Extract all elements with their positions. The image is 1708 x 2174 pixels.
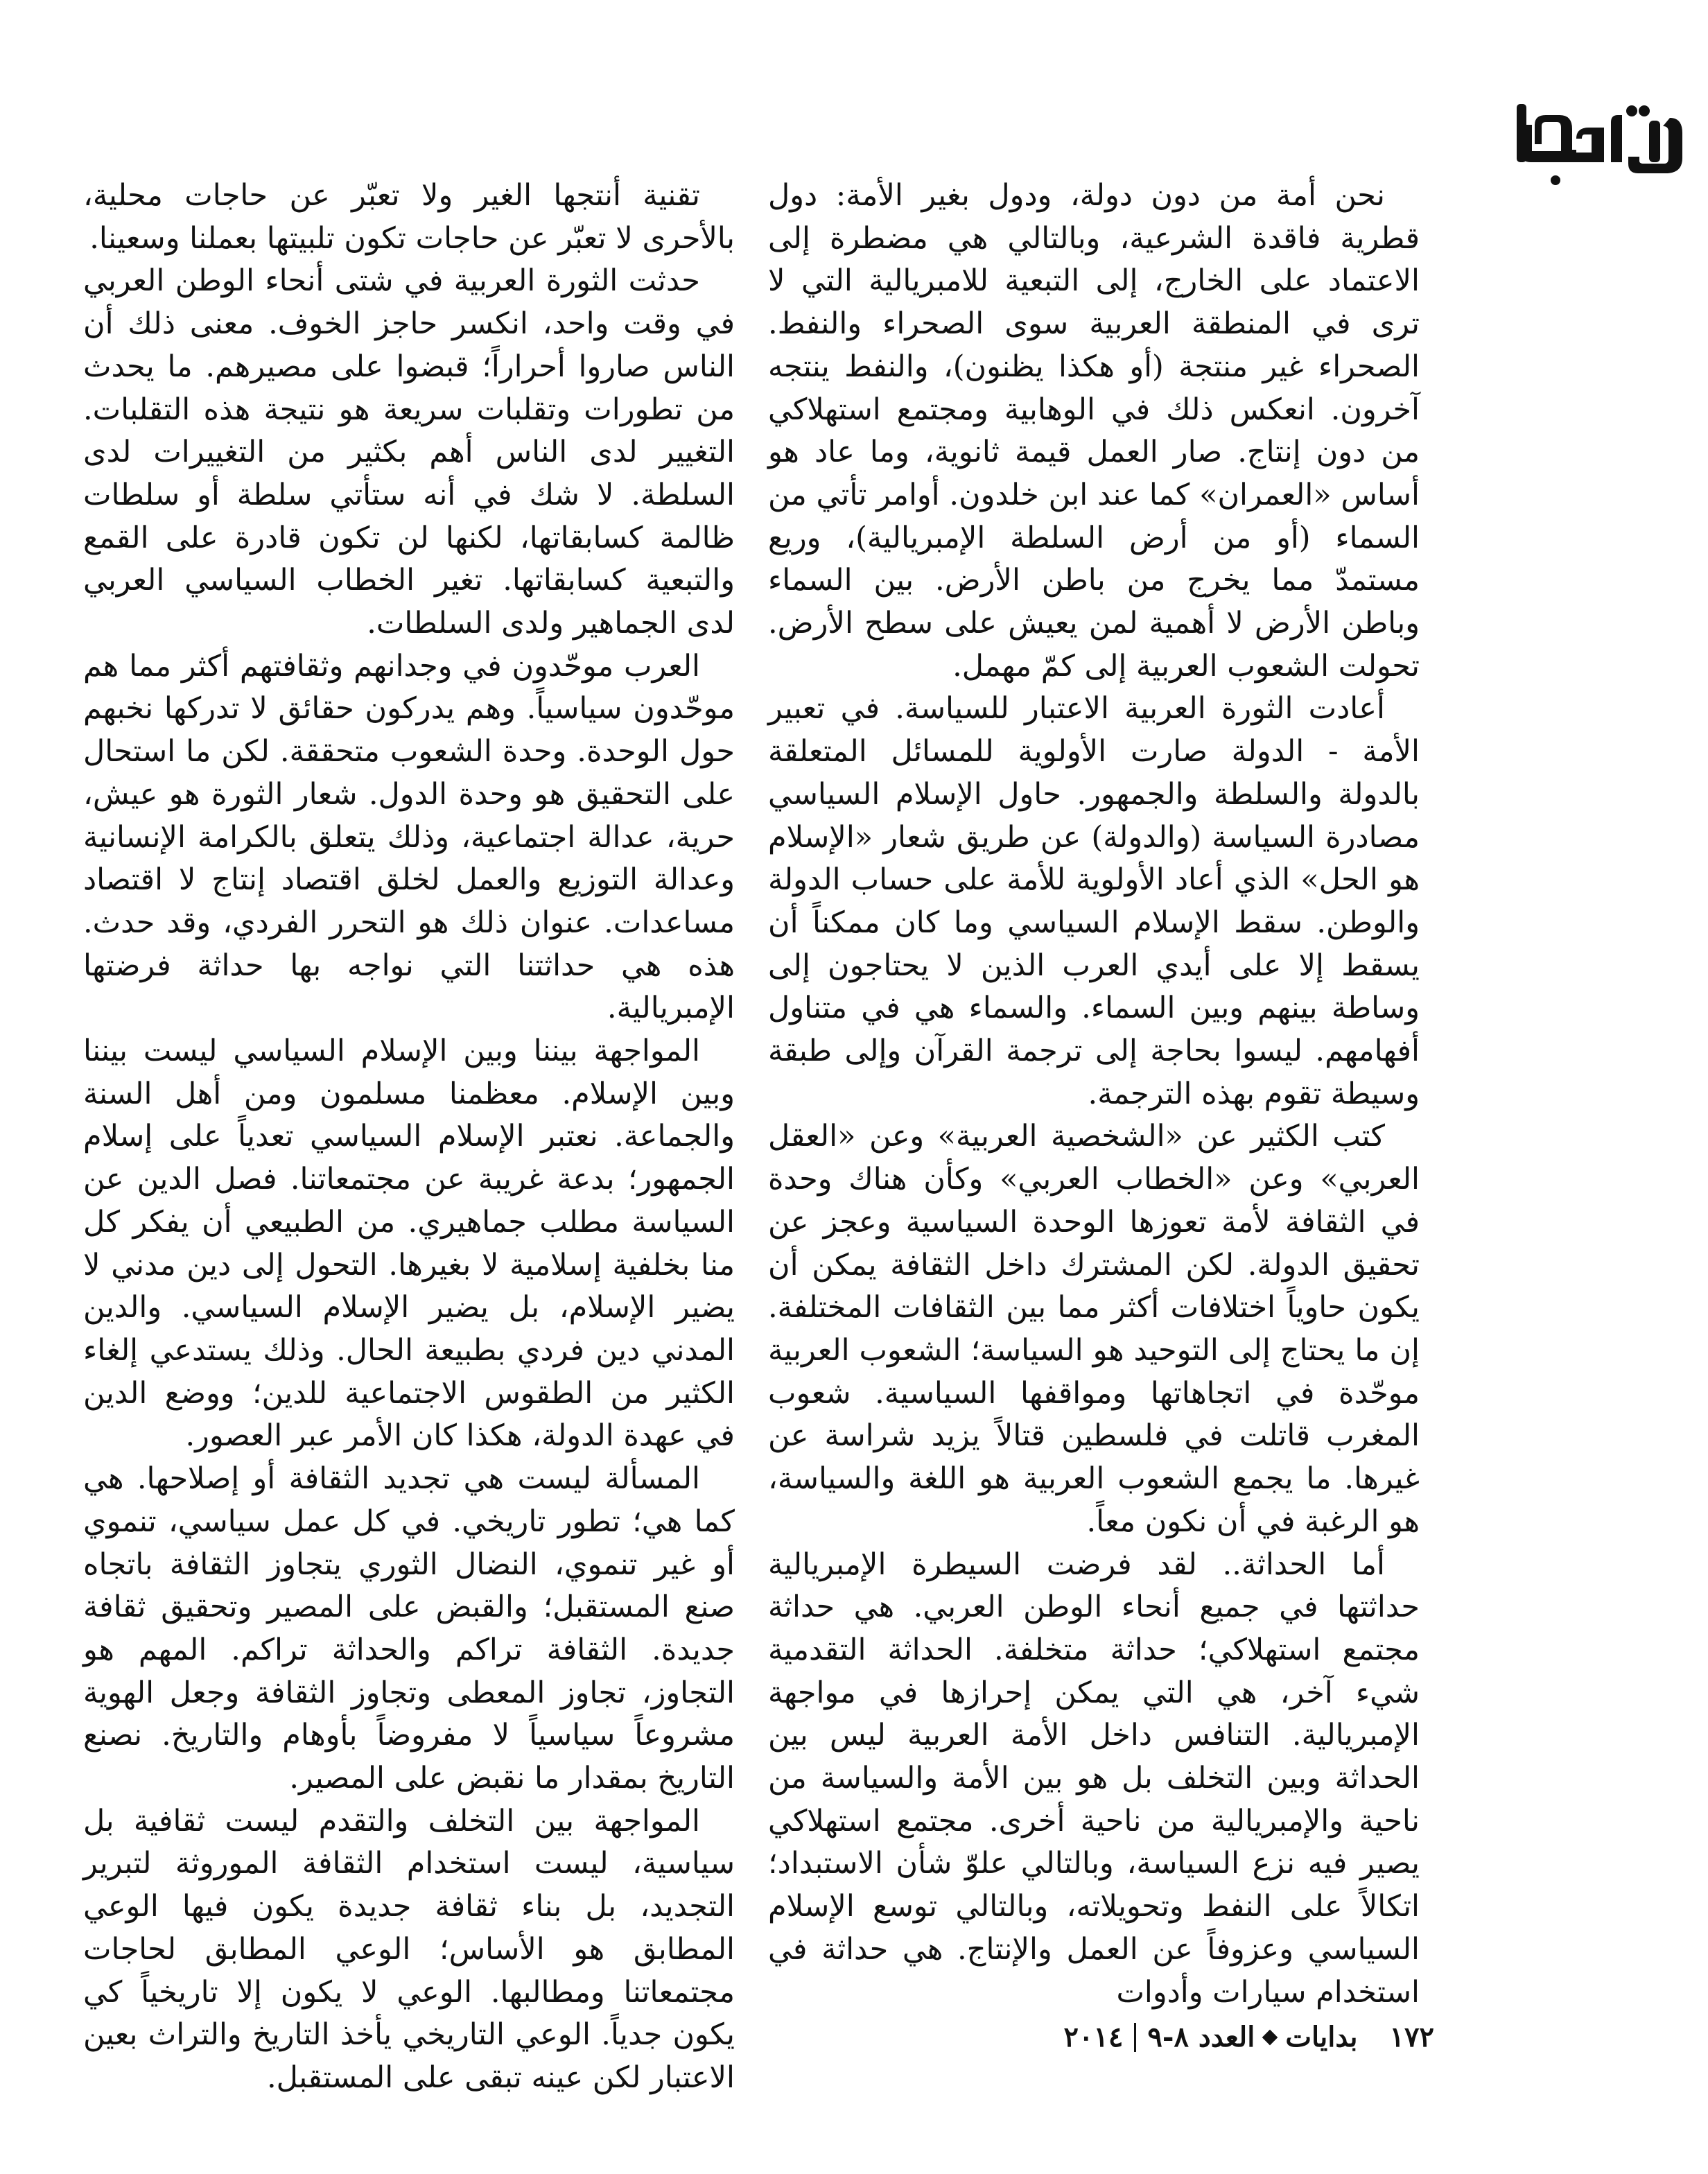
issue-number: العدد ٨-٩: [1147, 2021, 1255, 2053]
paragraph: نحن أمة من دون دولة، ودول بغير الأمة: دول قطرية فاقدة الشرعية، وبالتالي هي مضطرة إلى الاعتماد على الخارج، إلى التبعية للامبريالية التي لا ترى في المنطقة العربية سوى الصحراء والنفط. الصحراء غير منتجة (أو هكذا يظنون)، والنفط ينتجه آخرون. انعكس ذلك في الوهابية ومجتمع استهلاكي من دون إنتاج. صار العمل قيمة ثانوية، وما عاد هو أساس «العمران» كما عند ابن خلدون. أوامر تأتي من السماء (أو من أرض السلطة الإمبريالية)، وريع مستمدّ مما يخرج من باطن الأرض. بين السماء وباطن الأرض لا أهمية لمن يعيش على سطح الأرض. تحولت الشعوب العربية إلى كمّ مهمل.: [768, 178, 1420, 684]
paragraph: أما الحداثة.. لقد فرضت السيطرة الإمبريالية حداثتها في جميع أنحاء الوطن العربي. هي حداثة مجتمع استهلاكي؛ حداثة متخلفة. الحداثة التقدمية شيء آخر، هي التي يمكن إحرازها في مواجهة الإمبريالية. التنافس داخل الأمة العربية ليس بين الحداثة وبين التخلف بل هو بين الأمة والسياسة من ناحية والإمبريالية من ناحية أخرى. مجتمع استهلاكي يصير فيه نزع السياسة، وبالتالي علوّ شأن الاستبداد؛ اتكالاً على النفط وتحويلاته، وبالتالي توسع الإسلام السياسي وعزوفاً عن العمل والإنتاج. هي حداثة في استخدام سيارات وأدوات: [768, 1547, 1420, 2010]
article-column-left: [83, 175, 735, 2100]
diamond-icon: [1262, 2029, 1278, 2045]
paragraph: العرب موحّدون في وجدانهم وثقافتهم أكثر مما هم موحّدون سياسياً. وهم يدركون حقائق لا تدركها نخبهم حول الوحدة. وحدة الشعوب متحققة. لكن ما استحال على التحقيق هو وحدة الدول. شعار الثورة هو عيش، حرية، عدالة اجتماعية، وذلك يتعلق بالكرامة الإنسانية وعدالة التوزيع والعمل لخلق اقتصاد إنتاج لا اقتصاد مساعدات. عنوان ذلك هو التحرر الفردي، وقد حدث. هذه هي حداثتنا التي نواجه بها حداثة فرضتها الإمبريالية.: [83, 648, 735, 1026]
issue-year: ٢٠١٤: [1063, 2021, 1124, 2053]
section-logo: [1507, 90, 1687, 208]
paragraph: أعادت الثورة العربية الاعتبار للسياسة. في تعبير الأمة - الدولة صارت الأولوية للمسائل المتعلقة بالدولة والسلطة والجمهور. حاول الإسلام السياسي مصادرة السياسة (والدولة) عن طريق شعار «الإسلام هو الحل» الذي أعاد الأولوية للأمة على حساب الدولة والوطن. سقط الإسلام السياسي وما كان ممكناً أن يسقط إلا على أيدي العرب الذين لا يحتاجون إلى وساطة بينهم وبين السماء. والسماء هي في متناول أفهامهم. ليسوا بحاجة إلى ترجمة القرآن وإلى طبقة وسيطة تقوم بهذه الترجمة.: [768, 691, 1420, 1111]
divider: [1134, 2023, 1136, 2052]
paragraph: حدثت الثورة العربية في شتى أنحاء الوطن العربي في وقت واحد، انكسر حاجز الخوف. معنى ذلك أن الناس صاروا أحراراً؛ قبضوا على مصيرهم. ما يحدث من تطورات وتقلبات سريعة هو نتيجة هذه التقلبات. التغيير لدى الناس أهم بكثير من التغييرات لدى السلطة. لا شك في أنه ستأتي سلطة أو سلطات ظالمة كسابقاتها، لكنها لن تكون قادرة على القمع والتبعية كسابقاتها. تغير الخطاب السياسي العربي لدى الجماهير ولدى السلطات.: [83, 263, 735, 641]
paragraph: المسألة ليست هي تجديد الثقافة أو إصلاحها. هي كما هي؛ تطور تاريخي. في كل عمل سياسي، تنموي أو غير تنموي، النضال الثوري يتجاوز الثقافة باتجاه صنع المستقبل؛ والقبض على المصير وتحقيق ثقافة جديدة. الثقافة تراكم والحداثة تراكم. المهم هو التجاوز، تجاوز المعطى وتجاوز الثقافة وجعل الهوية مشروعاً سياسياً لا مفروضاً بأوهام والتاريخ. نصنع التاريخ بمقدار ما نقبض على المصير.: [83, 1461, 735, 1796]
paragraph: كتب الكثير عن «الشخصية العربية» وعن «العقل العربي» وعن «الخطاب العربي» وكأن هناك وحدة في الثقافة لأمة تعوزها الوحدة السياسية وعجز عن تحقيق الدولة. لكن المشترك داخل الثقافة يمكن أن يكون حاوياً اختلافات أكثر مما بين الثقافات المختلفة. إن ما يحتاج إلى التوحيد هو السياسة؛ الشعوب العربية موحّدة في اتجاهاتها ومواقفها السياسية. شعوب المغرب قاتلت في فلسطين قتالاً يزيد شراسة عن غيرها. ما يجمع الشعوب العربية هو اللغة والسياسة، هو الرغبة في أن نكون معاً.: [768, 1119, 1420, 1539]
journal-name: بدايات: [1285, 2021, 1358, 2053]
paragraph: تقنية أنتجها الغير ولا تعبّر عن حاجات محلية، بالأحرى لا تعبّر عن حاجات تكون تلبيتها بعملنا وسعينا.: [83, 178, 735, 256]
article-column-right: [768, 175, 1420, 2014]
page-number: ١٧٢: [1389, 2021, 1434, 2053]
paragraph: المواجهة بيننا وبين الإسلام السياسي ليست بيننا وبين الإسلام. معظمنا مسلمون ومن أهل السنة والجماعة. نعتبر الإسلام السياسي تعدياً على إسلام الجمهور؛ بدعة غريبة عن مجتمعاتنا. فصل الدين عن السياسة مطلب جماهيري. من الطبيعي أن يفكر كل منا بخلفية إسلامية لا بغيرها. التحول إلى دين مدني لا يضير الإسلام، بل يضير الإسلام السياسي. والدين المدني دين فردي بطبيعة الحال. وذلك يستدعي إلغاء الكثير من الطقوس الاجتماعية للدين؛ ووضع الدين في عهدة الدولة، هكذا كان الأمر عبر العصور.: [83, 1034, 735, 1454]
paragraph: المواجهة بين التخلف والتقدم ليست ثقافية بل سياسية، ليست استخدام الثقافة الموروثة لتبرير التجديد، بل بناء ثقافة جديدة يكون فيها الوعي المطابق هو الأساس؛ الوعي المطابق لحاجات مجتمعاتنا ومطالبها. الوعي لا يكون إلا تاريخياً كي يكون جدياً. الوعي التاريخي يأخذ التاريخ والتراث بعين الاعتبار لكن عينه تبقى على المستقبل.: [83, 1803, 735, 2095]
page-footer: [1063, 2021, 1434, 2053]
